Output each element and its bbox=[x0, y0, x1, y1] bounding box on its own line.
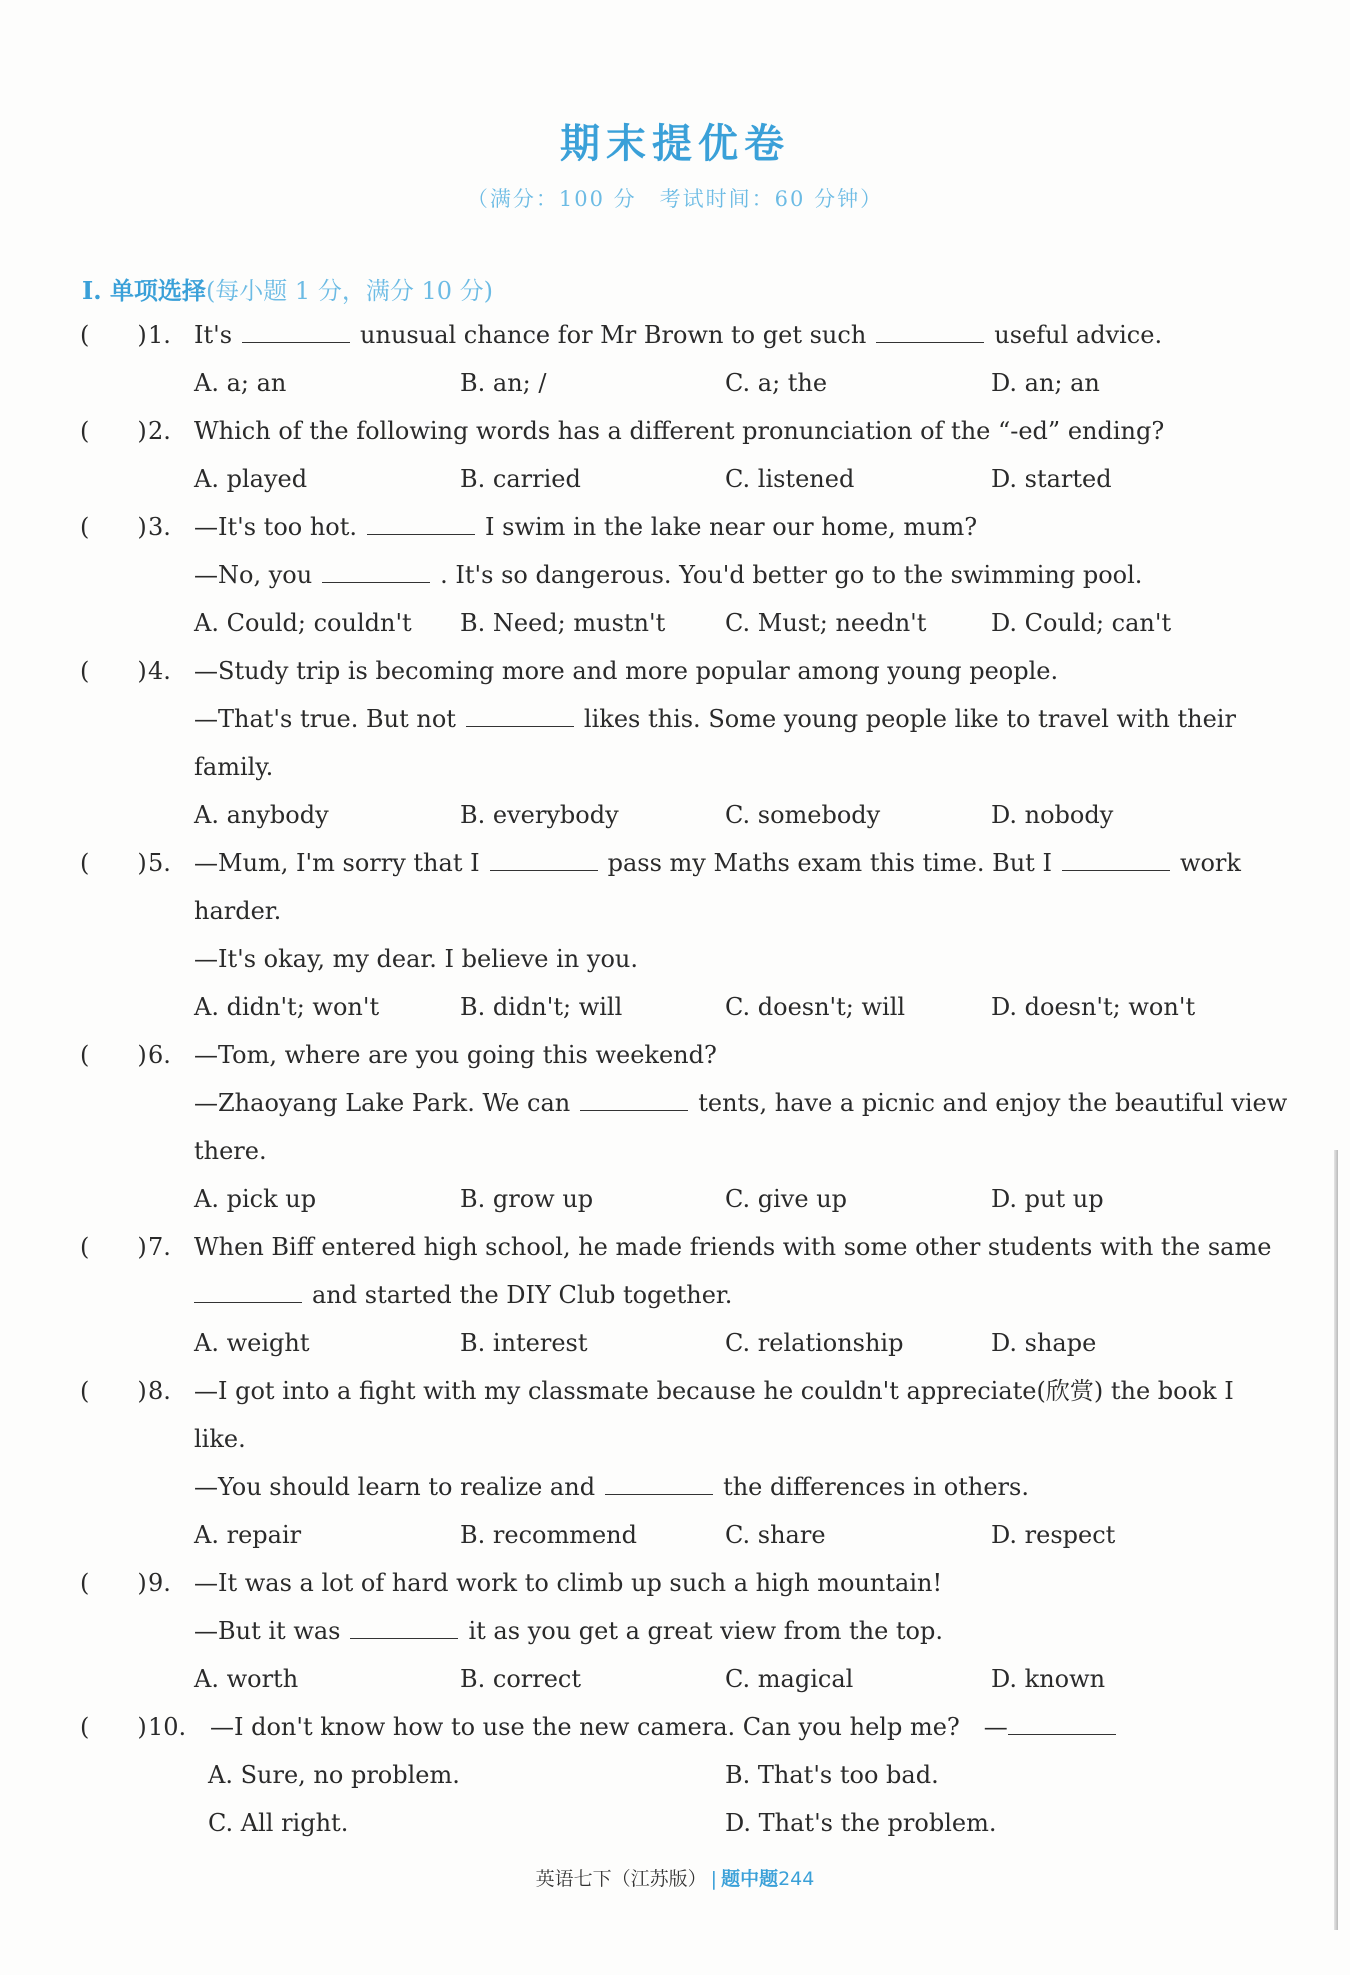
question-text: —I don't know how to use the new camera. Can you help me? — bbox=[210, 1712, 1126, 1742]
question-text: —That's true. But not likes this. Some young people like to travel with their bbox=[194, 705, 1236, 733]
option-c[interactable]: C. a; the bbox=[725, 369, 828, 397]
page-subtitle: （满分：100 分 考试时间：60 分钟） bbox=[466, 187, 884, 211]
question-text: —You should learn to realize and the differences in others. bbox=[194, 1473, 1029, 1501]
answer-blank[interactable] bbox=[605, 1472, 713, 1495]
question-text: harder. bbox=[194, 897, 282, 925]
question-text: —Study trip is becoming more and more popular among young people. bbox=[194, 657, 1059, 685]
answer-paren[interactable]: ( ) bbox=[80, 321, 147, 349]
option-b[interactable]: B. correct bbox=[460, 1665, 582, 1693]
question-number: 10. bbox=[148, 1713, 187, 1741]
section-note: (每小题 1 分，满分 10 分) bbox=[205, 277, 493, 305]
answer-blank[interactable] bbox=[580, 1088, 688, 1111]
question-text: like. bbox=[194, 1425, 246, 1453]
option-b[interactable]: B. an; / bbox=[460, 369, 547, 397]
answer-paren[interactable]: ( ) bbox=[80, 1377, 147, 1405]
answer-blank[interactable] bbox=[367, 512, 475, 535]
question-text: and started the DIY Club together. bbox=[184, 1280, 732, 1310]
answer-paren[interactable]: ( ) bbox=[80, 1713, 147, 1741]
page-footer bbox=[0, 1864, 1350, 1891]
option-b[interactable]: B. recommend bbox=[460, 1521, 637, 1549]
question-text: —I got into a fight with my classmate because he couldn't appreciate(欣赏) the book I bbox=[194, 1377, 1234, 1405]
option-c[interactable]: C. somebody bbox=[725, 801, 881, 829]
option-a[interactable]: A. anybody bbox=[194, 801, 329, 829]
option-c[interactable]: C. give up bbox=[725, 1185, 848, 1213]
option-d[interactable]: D. respect bbox=[991, 1521, 1116, 1549]
option-d[interactable]: D. nobody bbox=[991, 801, 1114, 829]
option-d[interactable]: D. put up bbox=[991, 1185, 1104, 1213]
question-number: 1. bbox=[148, 321, 171, 349]
question-text: —Mum, I'm sorry that I pass my Maths exam this time. But I work bbox=[194, 849, 1241, 877]
option-a[interactable]: A. a; an bbox=[194, 369, 287, 397]
question-text: Which of the following words has a different pronunciation of the “-ed” ending? bbox=[194, 417, 1165, 445]
option-d[interactable]: D. doesn't; won't bbox=[991, 993, 1196, 1021]
option-b[interactable]: B. carried bbox=[460, 465, 581, 493]
answer-blank[interactable] bbox=[194, 1280, 302, 1303]
question-number: 4. bbox=[148, 657, 171, 685]
option-a[interactable]: A. worth bbox=[194, 1665, 299, 1693]
answer-paren[interactable]: ( ) bbox=[80, 513, 147, 541]
question-number: 7. bbox=[148, 1233, 171, 1261]
option-c[interactable]: C. doesn't; will bbox=[725, 993, 906, 1021]
question-text: —But it was it as you get a great view from the top. bbox=[194, 1617, 943, 1645]
section-label: Ⅰ. 单项选择 bbox=[82, 276, 206, 305]
option-a[interactable]: A. Could; couldn't bbox=[194, 609, 412, 637]
question-text: —Zhaoyang Lake Park. We can tents, have a picnic and enjoy the beautiful view bbox=[194, 1089, 1288, 1117]
answer-blank[interactable] bbox=[242, 320, 350, 343]
answer-blank[interactable] bbox=[322, 560, 430, 583]
option-d[interactable]: D. started bbox=[991, 465, 1112, 493]
option-d[interactable]: D. shape bbox=[991, 1329, 1097, 1357]
footer-book: 英语七下（江苏版） bbox=[535, 1868, 707, 1890]
option-d[interactable]: D. an; an bbox=[991, 369, 1100, 397]
answer-paren[interactable]: ( ) bbox=[80, 657, 147, 685]
option-b[interactable]: B. That's too bad. bbox=[725, 1761, 939, 1789]
question-text: family. bbox=[194, 753, 274, 781]
question-number: 9. bbox=[148, 1569, 171, 1597]
option-a[interactable]: A. weight bbox=[194, 1329, 310, 1357]
question-text: —No, you . It's so dangerous. You'd better go to the swimming pool. bbox=[194, 561, 1143, 589]
option-c[interactable]: C. All right. bbox=[208, 1809, 349, 1837]
option-c[interactable]: C. share bbox=[725, 1521, 826, 1549]
answer-paren[interactable]: ( ) bbox=[80, 417, 147, 445]
option-b[interactable]: B. didn't; will bbox=[460, 993, 623, 1021]
option-c[interactable]: C. relationship bbox=[725, 1329, 904, 1357]
option-c[interactable]: C. Must; needn't bbox=[725, 609, 927, 637]
page-title: 期末提优卷 bbox=[560, 120, 790, 167]
option-a[interactable]: A. repair bbox=[194, 1521, 302, 1549]
question-text: —Tom, where are you going this weekend? bbox=[194, 1041, 717, 1069]
question-text: It's unusual chance for Mr Brown to get such useful advice. bbox=[194, 321, 1163, 349]
option-b[interactable]: B. interest bbox=[460, 1329, 588, 1357]
section-heading bbox=[82, 271, 493, 306]
question-number: 3. bbox=[148, 513, 171, 541]
option-c[interactable]: C. listened bbox=[725, 465, 855, 493]
answer-blank[interactable] bbox=[1008, 1712, 1116, 1735]
option-a[interactable]: A. Sure, no problem. bbox=[208, 1761, 460, 1789]
option-a[interactable]: A. didn't; won't bbox=[194, 993, 380, 1021]
answer-blank[interactable] bbox=[876, 320, 984, 343]
option-a[interactable]: A. played bbox=[194, 465, 308, 493]
answer-blank[interactable] bbox=[1062, 848, 1170, 871]
option-c[interactable]: C. magical bbox=[725, 1665, 854, 1693]
answer-blank[interactable] bbox=[490, 848, 598, 871]
question-number: 5. bbox=[148, 849, 171, 877]
question-text: there. bbox=[194, 1137, 267, 1165]
question-number: 8. bbox=[148, 1377, 171, 1405]
page-number: 244 bbox=[778, 1868, 815, 1890]
question-number: 6. bbox=[148, 1041, 171, 1069]
page-edge-shadow bbox=[1334, 1150, 1338, 1930]
footer-divider: | bbox=[710, 1868, 718, 1890]
footer-tag: 题中题 bbox=[721, 1868, 779, 1890]
answer-paren[interactable]: ( ) bbox=[80, 849, 147, 877]
question-text: —It's okay, my dear. I believe in you. bbox=[194, 945, 638, 973]
option-b[interactable]: B. Need; mustn't bbox=[460, 609, 666, 637]
question-number: 2. bbox=[148, 417, 171, 445]
question-text: —It was a lot of hard work to climb up such a high mountain! bbox=[194, 1569, 943, 1597]
answer-paren[interactable]: ( ) bbox=[80, 1041, 147, 1069]
answer-blank[interactable] bbox=[350, 1616, 458, 1639]
answer-paren[interactable]: ( ) bbox=[80, 1233, 147, 1261]
option-d[interactable]: D. That's the problem. bbox=[725, 1809, 997, 1837]
option-b[interactable]: B. grow up bbox=[460, 1185, 594, 1213]
option-d[interactable]: D. known bbox=[991, 1665, 1106, 1693]
answer-paren[interactable]: ( ) bbox=[80, 1569, 147, 1597]
option-a[interactable]: A. pick up bbox=[194, 1185, 317, 1213]
option-b[interactable]: B. everybody bbox=[460, 801, 619, 829]
question-text: —It's too hot. I swim in the lake near our home, mum? bbox=[194, 513, 978, 541]
question-text: When Biff entered high school, he made friends with some other students with the same bbox=[194, 1233, 1272, 1261]
answer-blank[interactable] bbox=[466, 704, 574, 727]
option-d[interactable]: D. Could; can't bbox=[991, 609, 1172, 637]
